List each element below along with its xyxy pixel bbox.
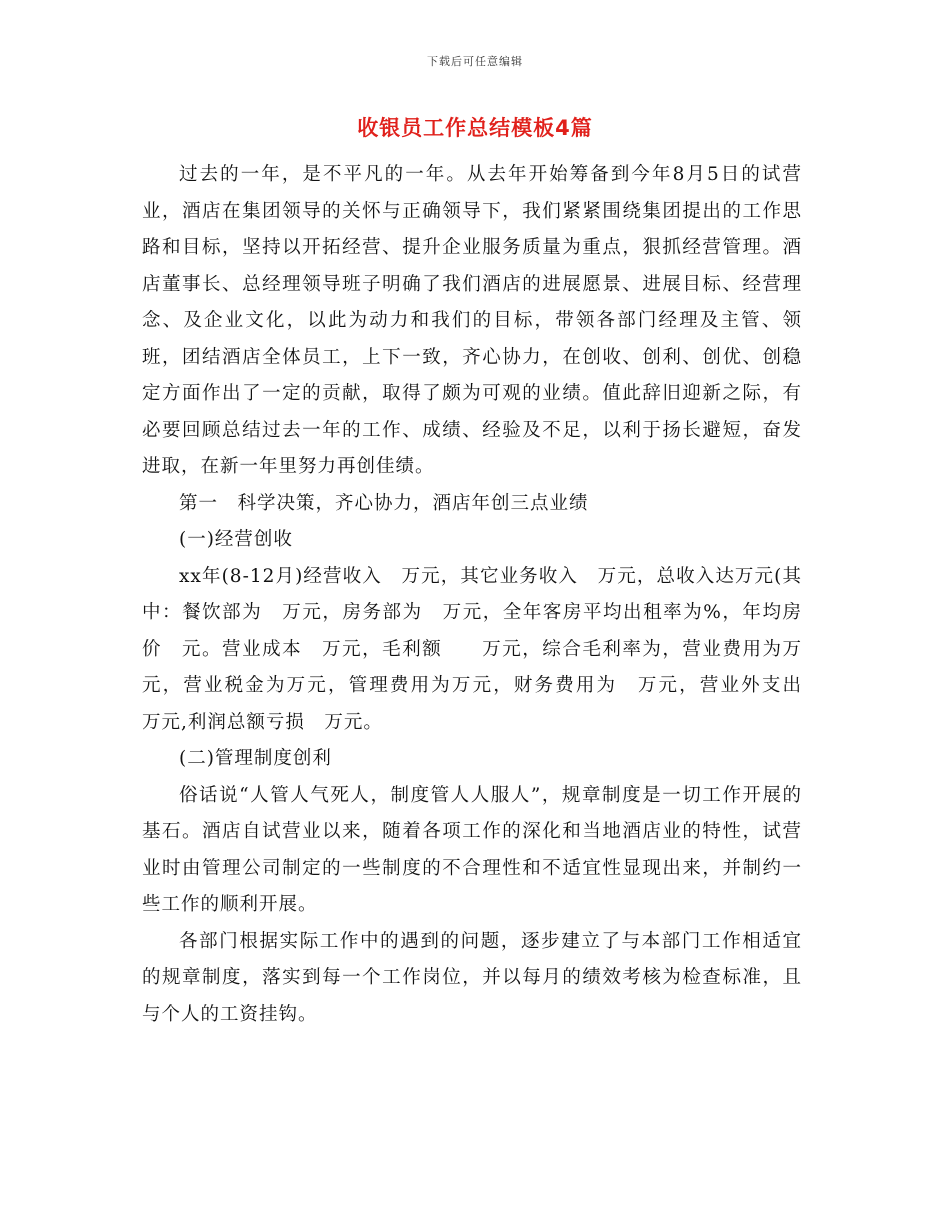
paragraph-rules-foundation: 俗话说“人管人气死人，制度管人人服人”，规章制度是一切工作开展的基石。酒店自试营业以来，随着各项工作的深化和当地酒店业的特性，试营业时由管理公司制定的一些制度的不合理性和不适宜性显现出来，并制约一些工作的顺利开展。	[142, 784, 802, 915]
document-body	[142, 157, 822, 1033]
header-note: 下载后可任意编辑	[427, 55, 523, 68]
subheading-operations-revenue: (一)经营创收	[179, 529, 293, 550]
paragraph-department-rules: 各部门根据实际工作中的遇到的问题，逐步建立了与本部门工作相适宜的规章制度，落实到每一个工作岗位，并以每月的绩效考核为检查标准，且与个人的工资挂钩。	[142, 930, 802, 1025]
subheading-management-system: (二)管理制度创利	[179, 748, 332, 769]
paragraph-intro: 过去的一年，是不平凡的一年。从去年开始筹备到今年8月5日的试营业，酒店在集团领导的关怀与正确领导下，我们紧紧围绕集团提出的工作思路和目标，坚持以开拓经营、提升企业服务质量为重点，狠抓经营管理。酒店董事长、总经理领导班子明确了我们酒店的进展愿景、进展目标、经营理念、及企业文化，以此为动力和我们的目标，带领各部门经理及主管、领班，团结酒店全体员工，上下一致，齐心协力，在创收、创利、创优、创稳定方面作出了一定的贡献，取得了颇为可观的业绩。值此辞旧迎新之际，有必要回顾总结过去一年的工作、成绩、经验及不足，以利于扬长避短，奋发进取，在新一年里努力再创佳绩。	[142, 164, 802, 477]
paragraph-revenue-figures: xx年(8-12月)经营收入 万元，其它业务收入 万元，总收入达万元(其中：餐饮部为 万元，房务部为 万元，全年客房平均出租率为%，年均房价 元。营业成本 万元，毛利额 万元，综合毛利率为，营业费用为万元，营业税金为万元，管理费用为万元，财务费用为 万元，营业外支出 万元,利润总额亏损 万元。	[142, 565, 822, 733]
document-title: 收银员工作总结模板4篇	[357, 116, 593, 140]
section-heading-first: 第一 科学决策，齐心协力，酒店年创三点业绩	[179, 492, 589, 514]
